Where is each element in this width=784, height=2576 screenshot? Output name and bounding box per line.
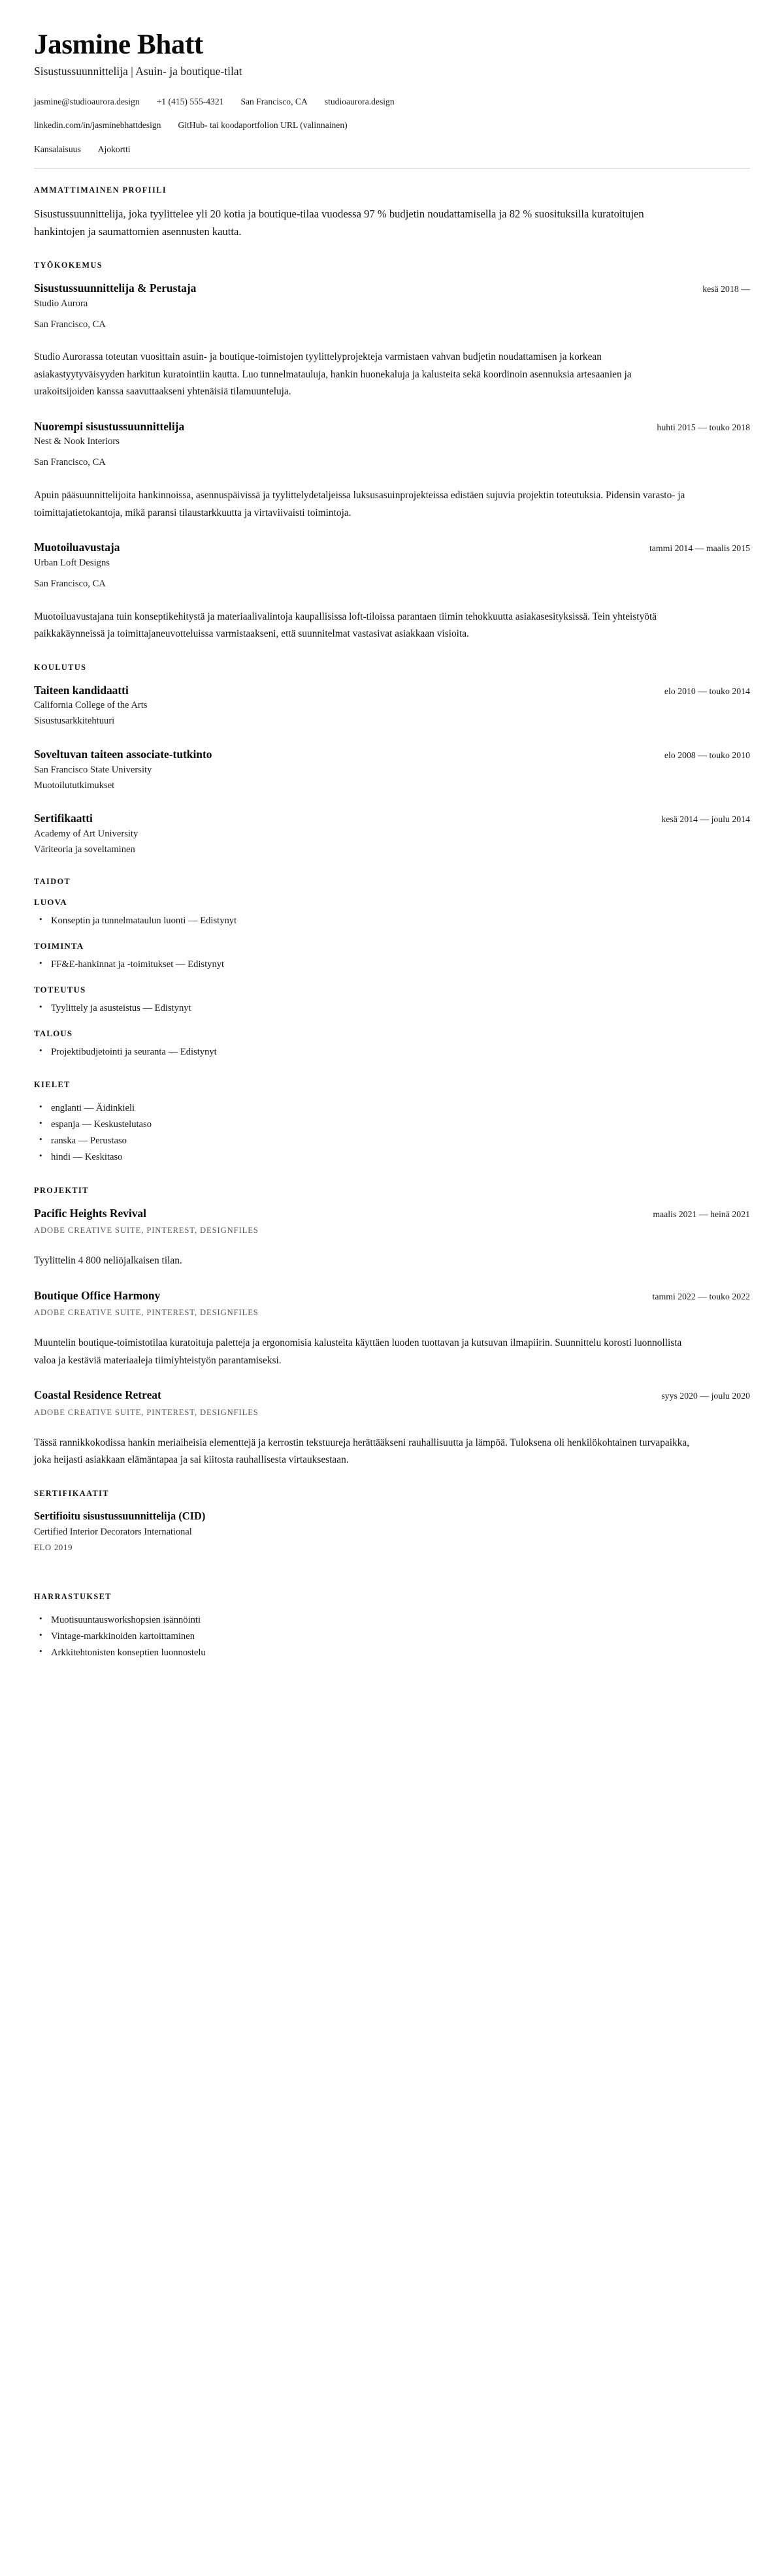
experience-location: San Francisco, CA <box>34 319 106 330</box>
contact-row-secondary <box>34 119 750 132</box>
education-dates: elo 2008 — touko 2010 <box>664 750 750 760</box>
language-item: • hindi — Keskitaso <box>34 1149 750 1166</box>
education-entry-head <box>34 811 750 826</box>
project-stack: ADOBE CREATIVE SUITE, PINTEREST, DESIGNFILES <box>34 1308 259 1318</box>
education-degree: Sertifikaatti <box>34 812 93 825</box>
experience-description: Apuin pääsuunnittelijoita hankinnoissa, asennuspäivissä ja tyylittelydetaljeissa luksusasuinprojekteissa edistäen sujuvia projektin toteutuksia. Pidensin varasto- ja toimittajatietokantoja, mikä paransi tilaustarkkuutta ja virtaviivaisti toimintoja. <box>34 490 685 518</box>
contact-phone[interactable]: +1 (415) 555-4321 <box>156 97 224 107</box>
experience-dates: tammi 2014 — maalis 2015 <box>649 543 750 554</box>
language-item: • ranska — Perustaso <box>34 1133 750 1149</box>
experience-location: San Francisco, CA <box>34 578 106 589</box>
project-stack: ADOBE CREATIVE SUITE, PINTEREST, DESIGNFILES <box>34 1226 259 1235</box>
contact-location: San Francisco, CA <box>240 97 308 107</box>
experience-entry <box>34 419 750 522</box>
experience-company: Nest & Nook Interiors <box>34 436 120 447</box>
experience-role: Muotoiluavustaja <box>34 541 120 554</box>
section-certificates <box>34 1489 750 1553</box>
project-entry <box>34 1206 750 1270</box>
skill-group <box>34 1028 750 1060</box>
interest-list <box>34 1612 750 1661</box>
contact-row-primary <box>34 95 750 108</box>
skill-group <box>34 897 750 929</box>
section-title-projects: PROJEKTIT <box>34 1185 89 1195</box>
project-name: Pacific Heights Revival <box>34 1206 146 1220</box>
experience-entry <box>34 281 750 401</box>
experience-entry <box>34 540 750 643</box>
project-description: Tässä rannikkokodissa hankin meriaiheisia elementtejä ja kerrostin tekstuureja herättääkseni rauhallisuutta ja lämpöä. Tuloksena oli henkilökohtainen turvapaikka, joka heijasti asiakkaan elämäntapaa ja sai kiitosta rauhallisesta virtauksestaan. <box>34 1437 690 1466</box>
education-entry <box>34 811 750 857</box>
interest-item: • Arkkitehtonisten konseptien luonnostelu <box>34 1645 750 1661</box>
section-education <box>34 663 750 857</box>
section-title-summary: AMMATTIMAINEN PROFIILI <box>34 185 167 195</box>
education-entry <box>34 683 750 729</box>
experience-entry-head <box>34 419 750 434</box>
project-dates: maalis 2021 — heinä 2021 <box>653 1209 750 1219</box>
education-field: Sisustusarkkitehtuuri <box>34 716 115 727</box>
section-title-languages: KIELET <box>34 1080 71 1090</box>
project-entry <box>34 1388 750 1469</box>
candidate-headline: Sisustussuunnittelija | Asuin- ja boutique-tilat <box>34 65 242 78</box>
experience-company: Studio Aurora <box>34 298 88 309</box>
section-projects <box>34 1186 750 1469</box>
section-title-certificates: SERTIFIKAATIT <box>34 1488 110 1498</box>
section-summary <box>34 185 750 241</box>
project-name: Coastal Residence Retreat <box>34 1388 161 1402</box>
skill-item: • FF&E-hankinnat ja -toimitukset — Edistynyt <box>34 957 750 973</box>
summary-text: Sisustussuunnittelija, joka tyylittelee yli 20 kotia ja boutique-tilaa vuodessa 97 % budjetin noudattamisella ja 82 % suosituksilla kuratoitujen hankintojen ja saumattomien asennusten kautta. <box>34 208 644 238</box>
experience-dates: huhti 2015 — touko 2018 <box>657 422 750 432</box>
section-languages <box>34 1080 750 1166</box>
education-degree: Soveltuvan taiteen associate-tutkinto <box>34 748 212 761</box>
contact-email[interactable]: jasmine@studioaurora.design <box>34 97 140 107</box>
skill-group-title: TOIMINTA <box>34 940 84 951</box>
section-title-skills: TAIDOT <box>34 876 71 886</box>
project-dates: syys 2020 — joulu 2020 <box>661 1391 750 1401</box>
section-spacer <box>34 1559 750 1572</box>
certificate-entry <box>34 1509 750 1553</box>
interest-item: • Vintage-markkinoiden kartoittaminen <box>34 1629 750 1645</box>
experience-role: Sisustussuunnittelija & Perustaja <box>34 281 197 294</box>
education-degree: Taiteen kandidaatti <box>34 683 129 697</box>
skill-group-title: TALOUS <box>34 1028 73 1039</box>
project-entry-head <box>34 1388 750 1403</box>
education-dates: kesä 2014 — joulu 2014 <box>661 814 750 825</box>
contact-drivers-license: Ajokortti <box>97 144 131 154</box>
project-entry-head <box>34 1206 750 1221</box>
skill-group-title: LUOVA <box>34 897 67 907</box>
skill-list <box>34 1000 750 1017</box>
section-title-interests: HARRASTUKSET <box>34 1591 112 1601</box>
experience-role: Nuorempi sisustussuunnittelija <box>34 419 185 433</box>
contact-nationality: Kansalaisuus <box>34 144 81 154</box>
language-list <box>34 1100 750 1166</box>
project-name: Boutique Office Harmony <box>34 1288 161 1302</box>
education-school: Academy of Art University <box>34 829 139 840</box>
skill-item: • Tyylittely ja asusteistus — Edistynyt <box>34 1000 750 1017</box>
candidate-name: Jasmine Bhatt <box>34 29 203 60</box>
education-field: Väriteoria ja soveltaminen <box>34 844 135 855</box>
skill-list <box>34 913 750 929</box>
project-description: Tyylittelin 4 800 neliöjalkaisen tilan. <box>34 1255 182 1267</box>
experience-dates: kesä 2018 — <box>702 283 750 294</box>
skill-item: • Konseptin ja tunnelmataulun luonti — Edistynyt <box>34 913 750 929</box>
project-entry-head <box>34 1288 750 1303</box>
contact-row-extra <box>34 143 750 156</box>
section-skills <box>34 877 750 1060</box>
experience-description: Muotoiluavustajana tuin konseptikehitystä ja materiaalivalintoja kaupallisissa loft-tiloissa parantaen tiimin tehokkuutta asiakasesityksissä. Tein yhteistyötä paikkakäynneissä ja toimittajaneuvotteluissa varmistaakseni, että suunnitelmat vastasivat asiakkaan visioita. <box>34 611 657 640</box>
project-dates: tammi 2022 — touko 2022 <box>652 1291 750 1301</box>
section-title-experience: TYÖKOKEMUS <box>34 260 103 270</box>
certificate-date: ELO 2019 <box>34 1542 73 1552</box>
education-dates: elo 2010 — touko 2014 <box>664 686 750 696</box>
education-entry <box>34 747 750 793</box>
contact-linkedin[interactable]: linkedin.com/in/jasminebhattdesign <box>34 120 161 131</box>
section-title-education: KOULUTUS <box>34 662 87 672</box>
experience-location: San Francisco, CA <box>34 457 106 468</box>
language-item: • espanja — Keskustelutaso <box>34 1117 750 1133</box>
experience-company: Urban Loft Designs <box>34 557 110 568</box>
skill-group <box>34 985 750 1017</box>
contact-website[interactable]: studioaurora.design <box>324 97 395 107</box>
experience-entry-head <box>34 540 750 555</box>
experience-description: Studio Aurorassa toteutan vuosittain asuin- ja boutique-toimistojen tyylittelyprojekteja varmistaen vahvan budjetin noudattamisen ja korkean asiakastyytyväisyyden harkitun kuratointiin kautta. Luo tunnelmatauluja, hankin huonekaluja ja kalusteita sekä koordinoin asennuksia artesaanien ja urakoitsijoiden kanssa saavuttaakseni yhtenäisiä tilamuunteluja. <box>34 351 632 398</box>
skill-group <box>34 941 750 973</box>
project-description: Muuntelin boutique-toimistotilaa kuratoituja paletteja ja ergonomisia kalusteita käyttäen luoden tuottavan ja kutsuvan ilmapiirin. Suunnittelu korosti luonnollista valoa ja kestäviä materiaaleja tiimiyhteistyön parantamiseksi. <box>34 1337 682 1366</box>
section-interests <box>34 1592 750 1661</box>
education-school: California College of the Arts <box>34 700 148 711</box>
education-entry-head <box>34 683 750 698</box>
skill-list <box>34 957 750 973</box>
education-school: San Francisco State University <box>34 764 152 775</box>
skill-group-title: TOTEUTUS <box>34 985 86 994</box>
experience-entry-head <box>34 281 750 296</box>
education-entry-head <box>34 747 750 762</box>
project-entry <box>34 1288 750 1370</box>
certificate-name: Sertifioitu sisustussuunnittelija (CID) <box>34 1509 206 1522</box>
contact-github[interactable]: GitHub- tai koodaportfolion URL (valinnainen) <box>178 120 348 131</box>
resume-header <box>34 30 750 156</box>
education-field: Muotoilututkimukset <box>34 780 115 791</box>
certificate-issuer: Certified Interior Decorators International <box>34 1527 192 1537</box>
skill-list <box>34 1044 750 1060</box>
skill-item: • Projektibudjetointi ja seuranta — Edistynyt <box>34 1044 750 1060</box>
language-item: • englanti — Äidinkieli <box>34 1100 750 1117</box>
section-experience <box>34 261 750 643</box>
project-stack: ADOBE CREATIVE SUITE, PINTEREST, DESIGNFILES <box>34 1407 259 1417</box>
interest-item: • Muotisuuntausworkshopsien isännöinti <box>34 1612 750 1629</box>
